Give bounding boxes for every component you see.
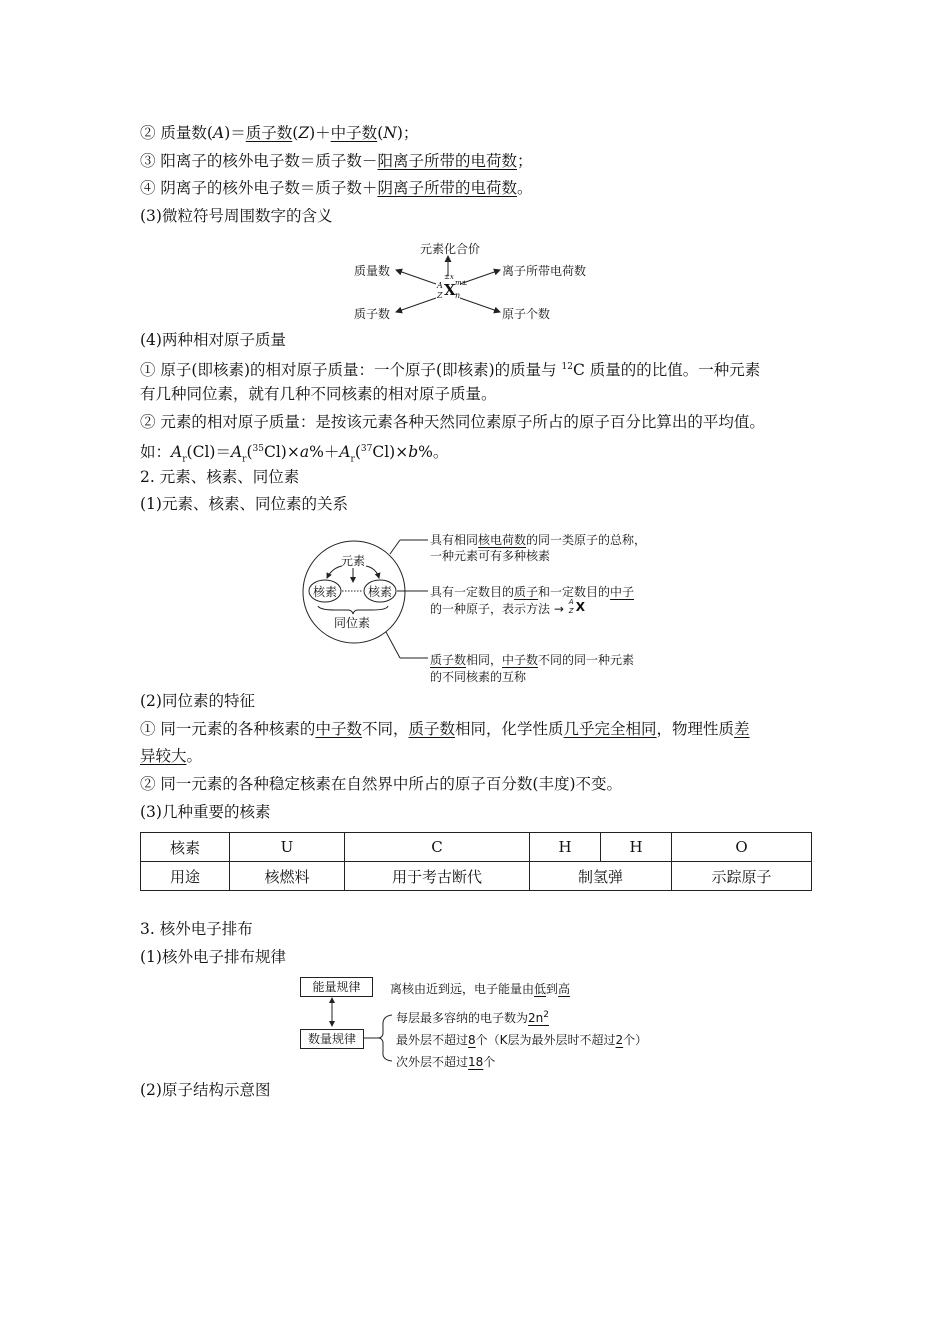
table-row	[141, 833, 812, 862]
table-cell: H	[530, 833, 601, 862]
table-cell: 示踪原子	[672, 862, 812, 891]
rel-element: 元素	[341, 554, 366, 568]
isotope-feature-1b: 异较大。	[140, 747, 203, 765]
table-cell: C	[345, 833, 530, 862]
isotope-feature-2: ② 同一元素的各种稳定核素在自然界中所占的原子百分数(丰度)不变。	[140, 775, 623, 793]
relation-diagram	[300, 528, 440, 688]
nuclide-relative-mass-line1: ① 原子(即核素)的相对原子质量：一个原子(即核素)的质量与 $^{12}$C 质量的的比值。一种元素	[140, 361, 761, 380]
quantity-rule-1: 每层最多容纳的电子数为$2n^2$	[396, 1010, 549, 1025]
note-isotope: 质子数相同，中子数不同的同一种元素	[430, 653, 635, 667]
note-nuclide-2: 的一种原子，表示方法 → A Z X	[430, 600, 590, 617]
quantity-rule-2: 最外层不超过8个（K层为最外层时不超过2个）	[396, 1033, 648, 1047]
label-valence: 元素化合价	[420, 242, 481, 256]
table-cell: 制氢弹	[530, 862, 672, 891]
mass-number-line: ② 质量数(A)＝质子数(Z)＋中子数(N)；	[140, 124, 419, 142]
heading-section-2: 2. 元素、核素、同位素	[140, 468, 300, 486]
heading-section-3: 3. 核外电子排布	[140, 920, 253, 938]
heading-relation: (1)元素、核素、同位素的关系	[140, 495, 348, 513]
rules-connectors	[320, 990, 400, 1070]
label-proton-number: 质子数	[354, 307, 391, 321]
note-nuclide: 具有一定数目的质子和一定数目的中子	[430, 585, 635, 599]
anion-electrons-line: ④ 阴离子的核外电子数＝质子数＋阴离子所带的电荷数。	[140, 179, 533, 197]
element-relative-mass-line: ② 元素的相对原子质量：是按该元素各种天然同位素原子所占的原子百分比算出的平均值。	[140, 413, 765, 431]
note-element-2: 一种元素可有多种核素	[430, 549, 551, 563]
table-cell: 核燃料	[230, 862, 345, 891]
nuclide-notation: A Z X	[568, 598, 585, 615]
heading-electron-rules: (1)核外电子排布规律	[140, 948, 286, 966]
table-cell: H	[601, 833, 672, 862]
quantity-rule-box: 数量规律	[300, 1029, 364, 1049]
energy-rule-text: 离核由近到远，电子能量由低到高	[390, 982, 571, 996]
nuclide-table	[140, 832, 812, 891]
table-cell: 核素	[141, 833, 230, 862]
heading-important-nuclides: (3)几种重要的核素	[140, 803, 271, 821]
relative-mass-example: 如：$A_r(Cl)=A_r(^{35}Cl)\times a\%+A_r(^{37}Cl)\times b\%$。	[140, 443, 449, 465]
table-cell: 用于考古断代	[345, 862, 530, 891]
cation-electrons-line: ③ 阳离子的核外电子数＝质子数－阳离子所带的电荷数；	[140, 152, 533, 170]
quantity-rule-3: 次外层不超过18个	[396, 1055, 496, 1069]
note-isotope-2: 的不同核素的互称	[430, 670, 527, 684]
isotope-feature-1: ① 同一元素的各种核素的中子数不同，质子数相同，化学性质几乎完全相同，物理性质差	[140, 720, 750, 738]
rel-isotope: 同位素	[334, 616, 371, 630]
heading-symbol-meaning: (3)微粒符号周围数字的含义	[140, 207, 333, 225]
label-mass-number: 质量数	[354, 264, 391, 278]
table-cell: U	[230, 833, 345, 862]
rel-nuclide-right: 核素	[368, 585, 393, 599]
nuclide-relative-mass-line2: 有几种同位素，就有几种不同核素的相对原子质量。	[140, 385, 497, 403]
note-element: 具有相同核电荷数的同一类原子的总称，	[430, 533, 647, 547]
label-atom-count: 原子个数	[502, 307, 551, 321]
heading-atom-structure: (2)原子结构示意图	[140, 1081, 271, 1099]
table-row	[141, 862, 812, 891]
heading-relative-mass: (4)两种相对原子质量	[140, 331, 286, 349]
energy-rule-box: 能量规律	[300, 977, 373, 997]
table-cell: O	[672, 833, 812, 862]
label-ion-charge: 离子所带电荷数	[502, 264, 587, 278]
table-cell: 用途	[141, 862, 230, 891]
nuclide-symbol: A Z ±x X m± n	[437, 273, 468, 300]
heading-isotope-features: (2)同位素的特征	[140, 692, 255, 710]
rel-nuclide-left: 核素	[313, 585, 338, 599]
